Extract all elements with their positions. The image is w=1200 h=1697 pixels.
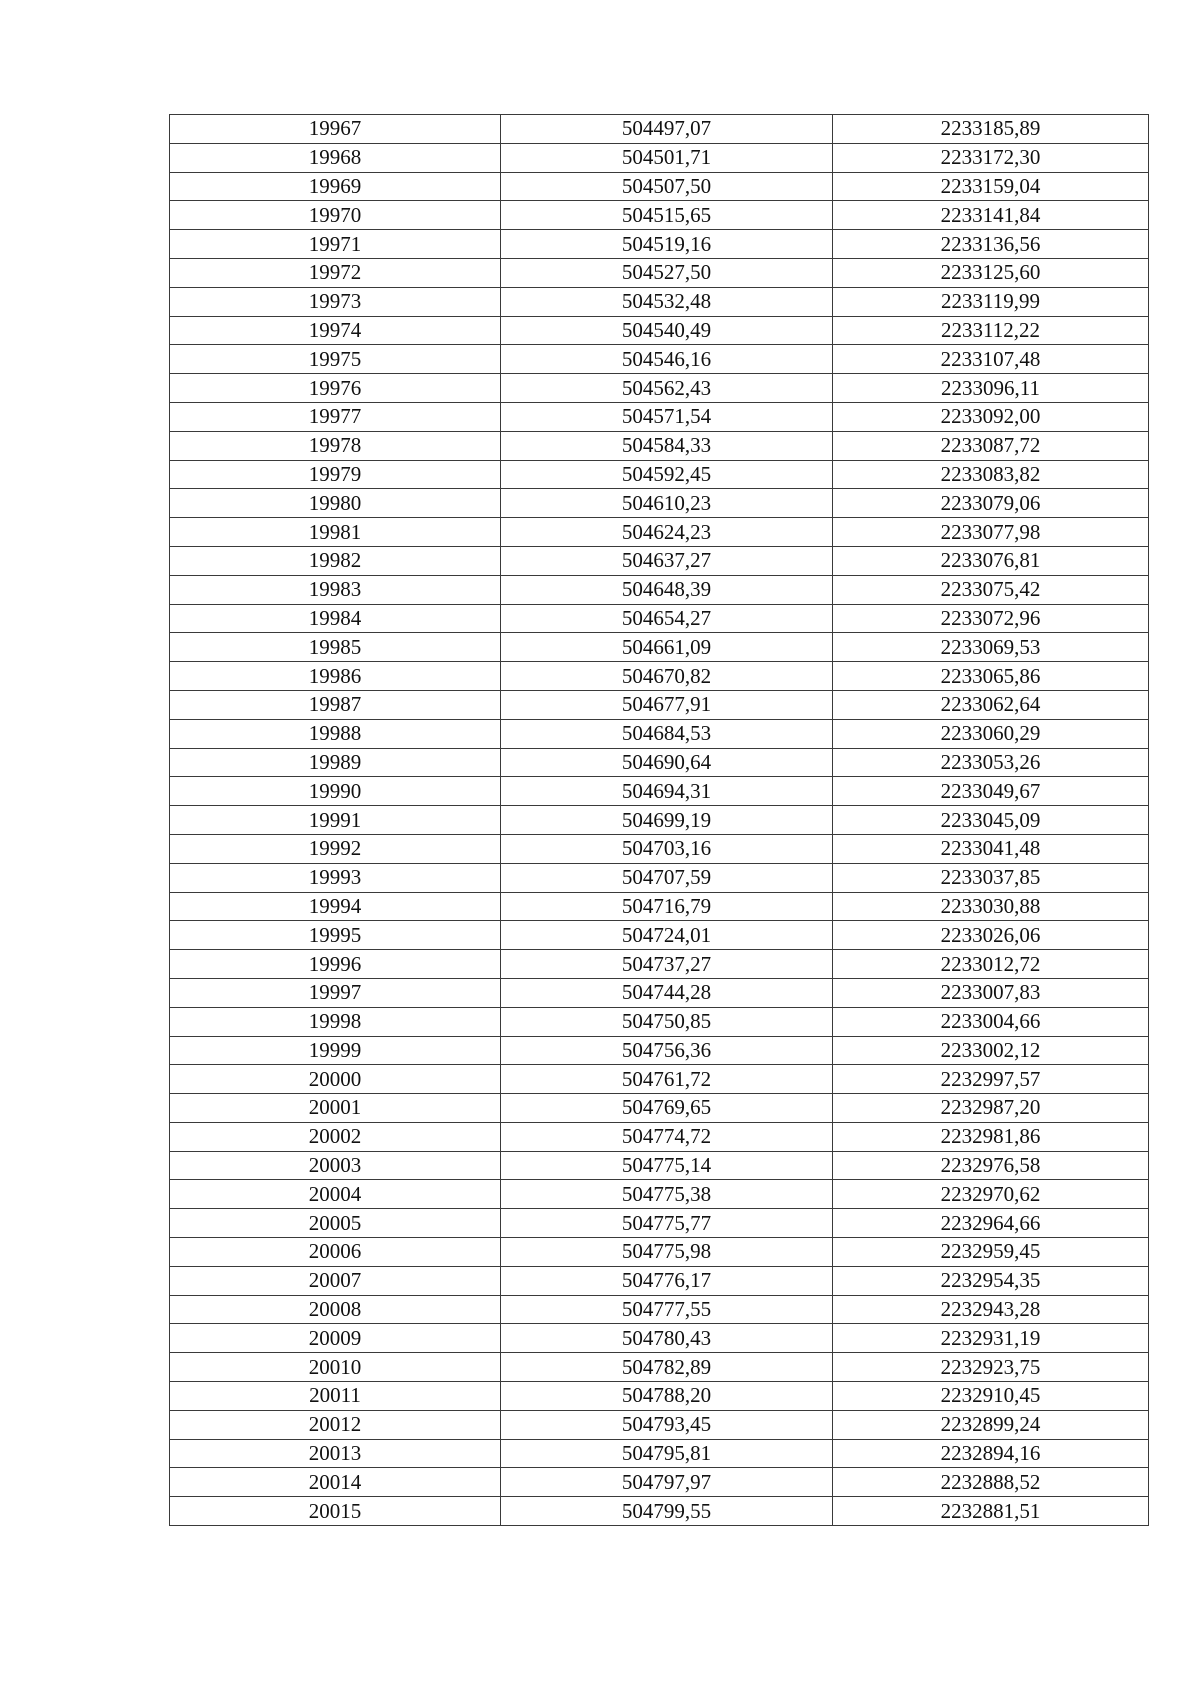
x-coordinate-cell: 504532,48 bbox=[501, 287, 833, 316]
point-number-cell: 19998 bbox=[170, 1007, 501, 1036]
x-coordinate-cell: 504690,64 bbox=[501, 748, 833, 777]
y-coordinate-cell: 2233083,82 bbox=[833, 460, 1149, 489]
x-coordinate-cell: 504756,36 bbox=[501, 1036, 833, 1065]
y-coordinate-cell: 2233119,99 bbox=[833, 287, 1149, 316]
point-number-cell: 20014 bbox=[170, 1468, 501, 1497]
table-row bbox=[170, 1382, 1149, 1411]
x-coordinate-cell: 504670,82 bbox=[501, 662, 833, 691]
x-coordinate-cell: 504519,16 bbox=[501, 230, 833, 259]
point-number-cell: 20005 bbox=[170, 1209, 501, 1238]
x-coordinate-cell: 504637,27 bbox=[501, 546, 833, 575]
coordinates-table-body bbox=[170, 115, 1149, 1526]
table-row bbox=[170, 1094, 1149, 1123]
point-number-cell: 19978 bbox=[170, 431, 501, 460]
table-row bbox=[170, 575, 1149, 604]
y-coordinate-cell: 2233062,64 bbox=[833, 690, 1149, 719]
table-row bbox=[170, 1238, 1149, 1267]
point-number-cell: 19969 bbox=[170, 172, 501, 201]
table-row bbox=[170, 1324, 1149, 1353]
y-coordinate-cell: 2232981,86 bbox=[833, 1122, 1149, 1151]
y-coordinate-cell: 2233007,83 bbox=[833, 978, 1149, 1007]
y-coordinate-cell: 2232943,28 bbox=[833, 1295, 1149, 1324]
point-number-cell: 19967 bbox=[170, 115, 501, 144]
point-number-cell: 19968 bbox=[170, 143, 501, 172]
x-coordinate-cell: 504799,55 bbox=[501, 1497, 833, 1526]
table-row bbox=[170, 460, 1149, 489]
y-coordinate-cell: 2232976,58 bbox=[833, 1151, 1149, 1180]
point-number-cell: 19990 bbox=[170, 777, 501, 806]
table-row bbox=[170, 115, 1149, 144]
table-row bbox=[170, 1353, 1149, 1382]
point-number-cell: 20007 bbox=[170, 1266, 501, 1295]
table-row bbox=[170, 1122, 1149, 1151]
table-row bbox=[170, 978, 1149, 1007]
point-number-cell: 19991 bbox=[170, 806, 501, 835]
x-coordinate-cell: 504769,65 bbox=[501, 1094, 833, 1123]
x-coordinate-cell: 504716,79 bbox=[501, 892, 833, 921]
x-coordinate-cell: 504737,27 bbox=[501, 950, 833, 979]
y-coordinate-cell: 2233041,48 bbox=[833, 834, 1149, 863]
y-coordinate-cell: 2233026,06 bbox=[833, 921, 1149, 950]
x-coordinate-cell: 504776,17 bbox=[501, 1266, 833, 1295]
point-number-cell: 20004 bbox=[170, 1180, 501, 1209]
point-number-cell: 20011 bbox=[170, 1382, 501, 1411]
x-coordinate-cell: 504782,89 bbox=[501, 1353, 833, 1382]
x-coordinate-cell: 504744,28 bbox=[501, 978, 833, 1007]
table-row bbox=[170, 633, 1149, 662]
x-coordinate-cell: 504624,23 bbox=[501, 518, 833, 547]
table-row bbox=[170, 287, 1149, 316]
x-coordinate-cell: 504661,09 bbox=[501, 633, 833, 662]
table-row bbox=[170, 1180, 1149, 1209]
table-row bbox=[170, 950, 1149, 979]
point-number-cell: 19980 bbox=[170, 489, 501, 518]
table-row bbox=[170, 748, 1149, 777]
y-coordinate-cell: 2233185,89 bbox=[833, 115, 1149, 144]
x-coordinate-cell: 504584,33 bbox=[501, 431, 833, 460]
y-coordinate-cell: 2232964,66 bbox=[833, 1209, 1149, 1238]
point-number-cell: 20002 bbox=[170, 1122, 501, 1151]
table-row bbox=[170, 402, 1149, 431]
x-coordinate-cell: 504750,85 bbox=[501, 1007, 833, 1036]
point-number-cell: 20006 bbox=[170, 1238, 501, 1267]
y-coordinate-cell: 2233065,86 bbox=[833, 662, 1149, 691]
y-coordinate-cell: 2233096,11 bbox=[833, 374, 1149, 403]
point-number-cell: 19972 bbox=[170, 258, 501, 287]
table-row bbox=[170, 230, 1149, 259]
y-coordinate-cell: 2233053,26 bbox=[833, 748, 1149, 777]
point-number-cell: 19999 bbox=[170, 1036, 501, 1065]
x-coordinate-cell: 504775,98 bbox=[501, 1238, 833, 1267]
point-number-cell: 20003 bbox=[170, 1151, 501, 1180]
table-row bbox=[170, 1439, 1149, 1468]
y-coordinate-cell: 2233079,06 bbox=[833, 489, 1149, 518]
y-coordinate-cell: 2233107,48 bbox=[833, 345, 1149, 374]
x-coordinate-cell: 504654,27 bbox=[501, 604, 833, 633]
point-number-cell: 19987 bbox=[170, 690, 501, 719]
table-row bbox=[170, 892, 1149, 921]
x-coordinate-cell: 504699,19 bbox=[501, 806, 833, 835]
table-row bbox=[170, 1209, 1149, 1238]
x-coordinate-cell: 504780,43 bbox=[501, 1324, 833, 1353]
y-coordinate-cell: 2233136,56 bbox=[833, 230, 1149, 259]
x-coordinate-cell: 504540,49 bbox=[501, 316, 833, 345]
y-coordinate-cell: 2232894,16 bbox=[833, 1439, 1149, 1468]
x-coordinate-cell: 504546,16 bbox=[501, 345, 833, 374]
point-number-cell: 20008 bbox=[170, 1295, 501, 1324]
x-coordinate-cell: 504775,14 bbox=[501, 1151, 833, 1180]
point-number-cell: 20010 bbox=[170, 1353, 501, 1382]
table-row bbox=[170, 662, 1149, 691]
x-coordinate-cell: 504775,38 bbox=[501, 1180, 833, 1209]
y-coordinate-cell: 2233087,72 bbox=[833, 431, 1149, 460]
x-coordinate-cell: 504515,65 bbox=[501, 201, 833, 230]
point-number-cell: 20001 bbox=[170, 1094, 501, 1123]
y-coordinate-cell: 2232923,75 bbox=[833, 1353, 1149, 1382]
y-coordinate-cell: 2232954,35 bbox=[833, 1266, 1149, 1295]
y-coordinate-cell: 2232997,57 bbox=[833, 1065, 1149, 1094]
point-number-cell: 19974 bbox=[170, 316, 501, 345]
table-row bbox=[170, 604, 1149, 633]
table-row bbox=[170, 1065, 1149, 1094]
x-coordinate-cell: 504797,97 bbox=[501, 1468, 833, 1497]
x-coordinate-cell: 504592,45 bbox=[501, 460, 833, 489]
point-number-cell: 20009 bbox=[170, 1324, 501, 1353]
table-row bbox=[170, 690, 1149, 719]
x-coordinate-cell: 504571,54 bbox=[501, 402, 833, 431]
y-coordinate-cell: 2232970,62 bbox=[833, 1180, 1149, 1209]
point-number-cell: 19971 bbox=[170, 230, 501, 259]
x-coordinate-cell: 504777,55 bbox=[501, 1295, 833, 1324]
point-number-cell: 19982 bbox=[170, 546, 501, 575]
y-coordinate-cell: 2233172,30 bbox=[833, 143, 1149, 172]
x-coordinate-cell: 504703,16 bbox=[501, 834, 833, 863]
x-coordinate-cell: 504775,77 bbox=[501, 1209, 833, 1238]
y-coordinate-cell: 2233049,67 bbox=[833, 777, 1149, 806]
coordinates-table bbox=[169, 114, 1149, 1526]
table-row bbox=[170, 345, 1149, 374]
point-number-cell: 19981 bbox=[170, 518, 501, 547]
x-coordinate-cell: 504501,71 bbox=[501, 143, 833, 172]
point-number-cell: 19993 bbox=[170, 863, 501, 892]
table-row bbox=[170, 1468, 1149, 1497]
x-coordinate-cell: 504724,01 bbox=[501, 921, 833, 950]
y-coordinate-cell: 2233004,66 bbox=[833, 1007, 1149, 1036]
table-row bbox=[170, 863, 1149, 892]
x-coordinate-cell: 504648,39 bbox=[501, 575, 833, 604]
x-coordinate-cell: 504795,81 bbox=[501, 1439, 833, 1468]
table-row bbox=[170, 489, 1149, 518]
point-number-cell: 19997 bbox=[170, 978, 501, 1007]
y-coordinate-cell: 2232888,52 bbox=[833, 1468, 1149, 1497]
table-row bbox=[170, 374, 1149, 403]
y-coordinate-cell: 2233002,12 bbox=[833, 1036, 1149, 1065]
point-number-cell: 19975 bbox=[170, 345, 501, 374]
y-coordinate-cell: 2233060,29 bbox=[833, 719, 1149, 748]
table-row bbox=[170, 806, 1149, 835]
table-row bbox=[170, 316, 1149, 345]
point-number-cell: 19977 bbox=[170, 402, 501, 431]
table-row bbox=[170, 1007, 1149, 1036]
y-coordinate-cell: 2233076,81 bbox=[833, 546, 1149, 575]
table-row bbox=[170, 1266, 1149, 1295]
y-coordinate-cell: 2233125,60 bbox=[833, 258, 1149, 287]
table-row bbox=[170, 1151, 1149, 1180]
table-row bbox=[170, 431, 1149, 460]
y-coordinate-cell: 2233069,53 bbox=[833, 633, 1149, 662]
point-number-cell: 19970 bbox=[170, 201, 501, 230]
table-row bbox=[170, 834, 1149, 863]
x-coordinate-cell: 504707,59 bbox=[501, 863, 833, 892]
x-coordinate-cell: 504793,45 bbox=[501, 1410, 833, 1439]
y-coordinate-cell: 2233075,42 bbox=[833, 575, 1149, 604]
point-number-cell: 19995 bbox=[170, 921, 501, 950]
point-number-cell: 19992 bbox=[170, 834, 501, 863]
y-coordinate-cell: 2233045,09 bbox=[833, 806, 1149, 835]
x-coordinate-cell: 504677,91 bbox=[501, 690, 833, 719]
x-coordinate-cell: 504684,53 bbox=[501, 719, 833, 748]
point-number-cell: 19973 bbox=[170, 287, 501, 316]
x-coordinate-cell: 504761,72 bbox=[501, 1065, 833, 1094]
table-row bbox=[170, 518, 1149, 547]
y-coordinate-cell: 2233159,04 bbox=[833, 172, 1149, 201]
table-row bbox=[170, 143, 1149, 172]
y-coordinate-cell: 2233092,00 bbox=[833, 402, 1149, 431]
x-coordinate-cell: 504788,20 bbox=[501, 1382, 833, 1411]
y-coordinate-cell: 2233077,98 bbox=[833, 518, 1149, 547]
y-coordinate-cell: 2232987,20 bbox=[833, 1094, 1149, 1123]
y-coordinate-cell: 2232959,45 bbox=[833, 1238, 1149, 1267]
table-row bbox=[170, 777, 1149, 806]
point-number-cell: 19983 bbox=[170, 575, 501, 604]
y-coordinate-cell: 2232910,45 bbox=[833, 1382, 1149, 1411]
table-row bbox=[170, 719, 1149, 748]
x-coordinate-cell: 504774,72 bbox=[501, 1122, 833, 1151]
point-number-cell: 20000 bbox=[170, 1065, 501, 1094]
x-coordinate-cell: 504497,07 bbox=[501, 115, 833, 144]
point-number-cell: 19996 bbox=[170, 950, 501, 979]
point-number-cell: 19976 bbox=[170, 374, 501, 403]
y-coordinate-cell: 2232931,19 bbox=[833, 1324, 1149, 1353]
table-row bbox=[170, 201, 1149, 230]
table-row bbox=[170, 172, 1149, 201]
y-coordinate-cell: 2233012,72 bbox=[833, 950, 1149, 979]
x-coordinate-cell: 504610,23 bbox=[501, 489, 833, 518]
x-coordinate-cell: 504527,50 bbox=[501, 258, 833, 287]
y-coordinate-cell: 2233072,96 bbox=[833, 604, 1149, 633]
table-row bbox=[170, 1497, 1149, 1526]
y-coordinate-cell: 2233112,22 bbox=[833, 316, 1149, 345]
point-number-cell: 19994 bbox=[170, 892, 501, 921]
point-number-cell: 19985 bbox=[170, 633, 501, 662]
table-row bbox=[170, 1036, 1149, 1065]
table-row bbox=[170, 921, 1149, 950]
x-coordinate-cell: 504694,31 bbox=[501, 777, 833, 806]
point-number-cell: 19988 bbox=[170, 719, 501, 748]
table-row bbox=[170, 546, 1149, 575]
y-coordinate-cell: 2233030,88 bbox=[833, 892, 1149, 921]
point-number-cell: 20015 bbox=[170, 1497, 501, 1526]
point-number-cell: 19984 bbox=[170, 604, 501, 633]
point-number-cell: 20012 bbox=[170, 1410, 501, 1439]
point-number-cell: 20013 bbox=[170, 1439, 501, 1468]
y-coordinate-cell: 2232881,51 bbox=[833, 1497, 1149, 1526]
x-coordinate-cell: 504507,50 bbox=[501, 172, 833, 201]
table-row bbox=[170, 1295, 1149, 1324]
point-number-cell: 19986 bbox=[170, 662, 501, 691]
y-coordinate-cell: 2233141,84 bbox=[833, 201, 1149, 230]
table-row bbox=[170, 1410, 1149, 1439]
y-coordinate-cell: 2232899,24 bbox=[833, 1410, 1149, 1439]
x-coordinate-cell: 504562,43 bbox=[501, 374, 833, 403]
point-number-cell: 19979 bbox=[170, 460, 501, 489]
y-coordinate-cell: 2233037,85 bbox=[833, 863, 1149, 892]
point-number-cell: 19989 bbox=[170, 748, 501, 777]
table-row bbox=[170, 258, 1149, 287]
